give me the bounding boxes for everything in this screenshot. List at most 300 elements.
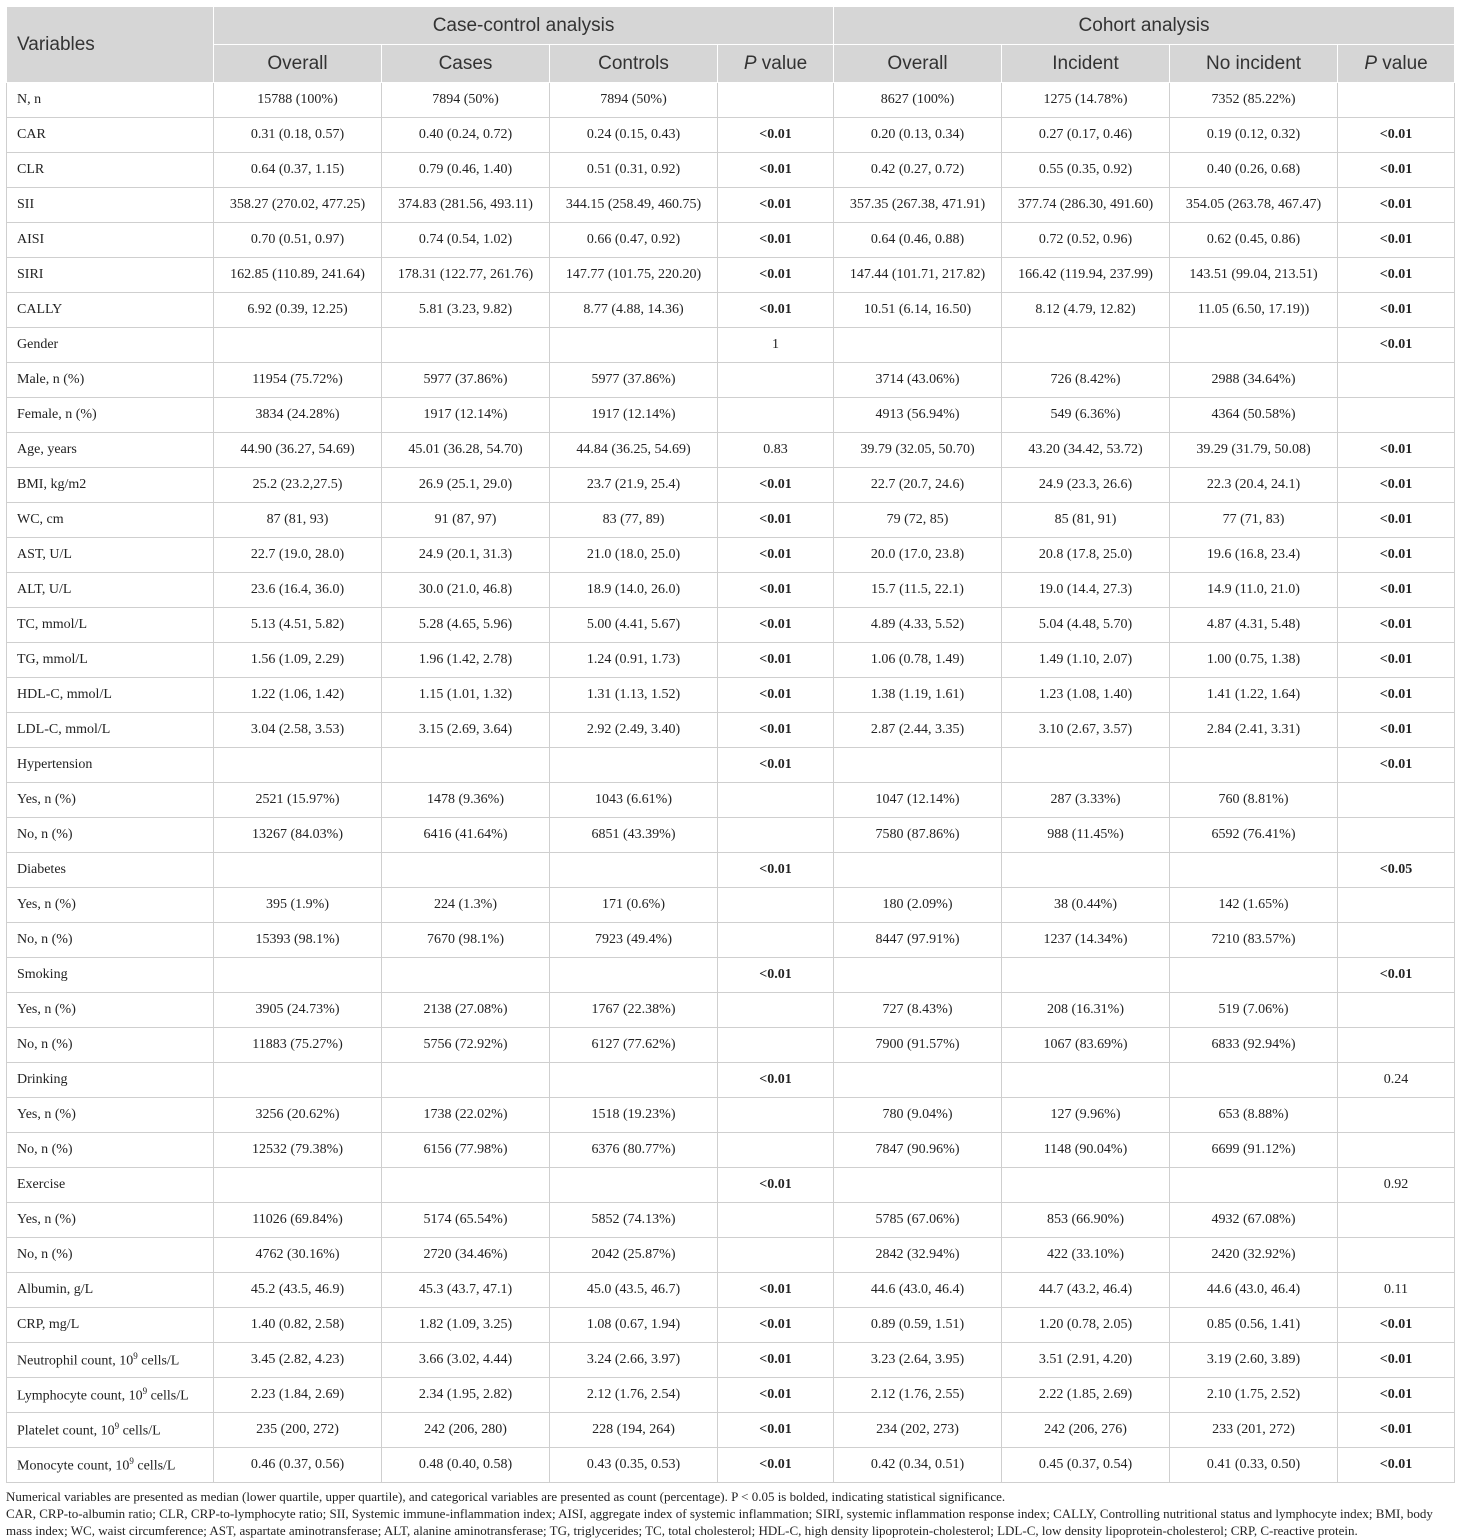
p-value-cell: <0.01 bbox=[718, 538, 834, 573]
table-cell: 2042 (25.87%) bbox=[550, 1238, 718, 1273]
table-cell: 7894 (50%) bbox=[550, 83, 718, 118]
table-cell bbox=[214, 748, 382, 783]
table-cell: 357.35 (267.38, 471.91) bbox=[834, 188, 1002, 223]
table-cell bbox=[834, 748, 1002, 783]
p-value-cell: <0.01 bbox=[1338, 1343, 1455, 1378]
table-cell: 1478 (9.36%) bbox=[382, 783, 550, 818]
table-cell: 7900 (91.57%) bbox=[834, 1028, 1002, 1063]
table-cell: 1.96 (1.42, 2.78) bbox=[382, 643, 550, 678]
table-cell: 22.3 (20.4, 24.1) bbox=[1170, 468, 1338, 503]
table-cell: 1.23 (1.08, 1.40) bbox=[1002, 678, 1170, 713]
table-cell: 422 (33.10%) bbox=[1002, 1238, 1170, 1273]
table-cell: 20.0 (17.0, 23.8) bbox=[834, 538, 1002, 573]
p-value-cell bbox=[1338, 1203, 1455, 1238]
row-label bbox=[7, 1448, 214, 1483]
p-value-cell: <0.01 bbox=[718, 1343, 834, 1378]
p-value-cell bbox=[1338, 783, 1455, 818]
table-cell: 988 (11.45%) bbox=[1002, 818, 1170, 853]
table-row bbox=[7, 818, 1455, 853]
table-cell: 2.87 (2.44, 3.35) bbox=[834, 713, 1002, 748]
table-cell: 8627 (100%) bbox=[834, 83, 1002, 118]
table-row bbox=[7, 1378, 1455, 1413]
table-cell: 5977 (37.86%) bbox=[550, 363, 718, 398]
table-cell: 19.0 (14.4, 27.3) bbox=[1002, 573, 1170, 608]
table-cell: 12532 (79.38%) bbox=[214, 1133, 382, 1168]
row-label bbox=[7, 1378, 214, 1413]
p-value-cell: <0.01 bbox=[718, 958, 834, 993]
table-cell: 44.7 (43.2, 46.4) bbox=[1002, 1273, 1170, 1308]
row-label: Male, n (%) bbox=[7, 363, 214, 398]
table-row bbox=[7, 188, 1455, 223]
row-label: Yes, n (%) bbox=[7, 1098, 214, 1133]
row-label: SII bbox=[7, 188, 214, 223]
table-cell: 91 (87, 97) bbox=[382, 503, 550, 538]
table-cell bbox=[834, 1063, 1002, 1098]
column-header: Overall bbox=[834, 45, 1002, 83]
column-header: Overall bbox=[214, 45, 382, 83]
p-value-cell: <0.01 bbox=[1338, 258, 1455, 293]
table-cell: 3.10 (2.67, 3.57) bbox=[1002, 713, 1170, 748]
table-cell: 4.87 (4.31, 5.48) bbox=[1170, 608, 1338, 643]
table-cell: 3.66 (3.02, 4.44) bbox=[382, 1343, 550, 1378]
table-row bbox=[7, 853, 1455, 888]
column-header: No incident bbox=[1170, 45, 1338, 83]
table-cell: 7847 (90.96%) bbox=[834, 1133, 1002, 1168]
table-cell bbox=[214, 853, 382, 888]
table-cell bbox=[382, 958, 550, 993]
table-cell: 44.6 (43.0, 46.4) bbox=[1170, 1273, 1338, 1308]
table-cell bbox=[1002, 1168, 1170, 1203]
table-row bbox=[7, 538, 1455, 573]
p-value-cell bbox=[718, 363, 834, 398]
table-cell: 21.0 (18.0, 25.0) bbox=[550, 538, 718, 573]
table-cell: 233 (201, 272) bbox=[1170, 1413, 1338, 1448]
table-cell: 7670 (98.1%) bbox=[382, 923, 550, 958]
table-cell: 3.51 (2.91, 4.20) bbox=[1002, 1343, 1170, 1378]
table-cell bbox=[214, 1168, 382, 1203]
table-cell: 4364 (50.58%) bbox=[1170, 398, 1338, 433]
p-value-cell: <0.01 bbox=[1338, 1448, 1455, 1483]
table-row bbox=[7, 958, 1455, 993]
table-cell bbox=[834, 958, 1002, 993]
table-row bbox=[7, 1238, 1455, 1273]
table-cell bbox=[1002, 853, 1170, 888]
table-row bbox=[7, 468, 1455, 503]
table-cell bbox=[1170, 958, 1338, 993]
p-value-cell: 0.24 bbox=[1338, 1063, 1455, 1098]
table-cell: 0.51 (0.31, 0.92) bbox=[550, 153, 718, 188]
table-row bbox=[7, 888, 1455, 923]
table-cell: 0.46 (0.37, 0.56) bbox=[214, 1448, 382, 1483]
p-value-cell: <0.01 bbox=[718, 258, 834, 293]
p-value-cell: <0.01 bbox=[1338, 573, 1455, 608]
table-row bbox=[7, 153, 1455, 188]
table-cell: 2.12 (1.76, 2.55) bbox=[834, 1378, 1002, 1413]
table-row bbox=[7, 258, 1455, 293]
table-cell: 0.42 (0.27, 0.72) bbox=[834, 153, 1002, 188]
p-value-cell: <0.01 bbox=[718, 573, 834, 608]
table-cell: 1.38 (1.19, 1.61) bbox=[834, 678, 1002, 713]
table-cell: 13267 (84.03%) bbox=[214, 818, 382, 853]
table-cell: 79 (72, 85) bbox=[834, 503, 1002, 538]
table-cell: 2.23 (1.84, 2.69) bbox=[214, 1378, 382, 1413]
table-header bbox=[7, 7, 1455, 83]
table-cell: 1.15 (1.01, 1.32) bbox=[382, 678, 550, 713]
table-cell: 2.22 (1.85, 2.69) bbox=[1002, 1378, 1170, 1413]
table-cell: 1.08 (0.67, 1.94) bbox=[550, 1308, 718, 1343]
table-cell: 44.90 (36.27, 54.69) bbox=[214, 433, 382, 468]
table-cell: 147.44 (101.71, 217.82) bbox=[834, 258, 1002, 293]
table-cell: 6376 (80.77%) bbox=[550, 1133, 718, 1168]
table-cell: 0.72 (0.52, 0.96) bbox=[1002, 223, 1170, 258]
p-value-column-header: P value bbox=[1338, 45, 1455, 83]
p-value-cell: <0.01 bbox=[718, 1273, 834, 1308]
table-cell: 1.41 (1.22, 1.64) bbox=[1170, 678, 1338, 713]
p-value-cell: 0.11 bbox=[1338, 1273, 1455, 1308]
table-row bbox=[7, 1413, 1455, 1448]
p-value-cell: <0.01 bbox=[1338, 468, 1455, 503]
table-cell: 26.9 (25.1, 29.0) bbox=[382, 468, 550, 503]
table-cell: 77 (71, 83) bbox=[1170, 503, 1338, 538]
p-value-cell: <0.01 bbox=[718, 293, 834, 328]
table-cell: 38 (0.44%) bbox=[1002, 888, 1170, 923]
table-cell: 242 (206, 280) bbox=[382, 1413, 550, 1448]
table-cell: 4762 (30.16%) bbox=[214, 1238, 382, 1273]
table-cell: 39.29 (31.79, 50.08) bbox=[1170, 433, 1338, 468]
table-cell: 11026 (69.84%) bbox=[214, 1203, 382, 1238]
p-value-cell bbox=[718, 993, 834, 1028]
p-value-cell: <0.01 bbox=[718, 1413, 834, 1448]
table-row bbox=[7, 1308, 1455, 1343]
table-cell: 5.81 (3.23, 9.82) bbox=[382, 293, 550, 328]
p-value-cell bbox=[718, 1028, 834, 1063]
table-row bbox=[7, 643, 1455, 678]
p-value-cell: <0.01 bbox=[718, 188, 834, 223]
table-cell: 4.89 (4.33, 5.52) bbox=[834, 608, 1002, 643]
table-cell: 0.40 (0.24, 0.72) bbox=[382, 118, 550, 153]
table-cell: 7923 (49.4%) bbox=[550, 923, 718, 958]
table-cell: 3.19 (2.60, 3.89) bbox=[1170, 1343, 1338, 1378]
p-value-cell bbox=[1338, 363, 1455, 398]
table-cell: 1067 (83.69%) bbox=[1002, 1028, 1170, 1063]
table-cell: 0.64 (0.46, 0.88) bbox=[834, 223, 1002, 258]
table-cell: 3256 (20.62%) bbox=[214, 1098, 382, 1133]
p-value-cell: <0.01 bbox=[718, 468, 834, 503]
table-row bbox=[7, 328, 1455, 363]
table-cell: 22.7 (20.7, 24.6) bbox=[834, 468, 1002, 503]
table-cell: 18.9 (14.0, 26.0) bbox=[550, 573, 718, 608]
table-row bbox=[7, 608, 1455, 643]
table-cell: 374.83 (281.56, 493.11) bbox=[382, 188, 550, 223]
row-label: No, n (%) bbox=[7, 1238, 214, 1273]
table-cell bbox=[550, 1063, 718, 1098]
table-cell: 44.84 (36.25, 54.69) bbox=[550, 433, 718, 468]
p-value-cell: <0.01 bbox=[718, 643, 834, 678]
table-cell: 25.2 (23.2,27.5) bbox=[214, 468, 382, 503]
table-cell bbox=[550, 748, 718, 783]
table-cell: 5785 (67.06%) bbox=[834, 1203, 1002, 1238]
table-cell: 1767 (22.38%) bbox=[550, 993, 718, 1028]
table-row bbox=[7, 713, 1455, 748]
table-cell: 0.66 (0.47, 0.92) bbox=[550, 223, 718, 258]
table-row bbox=[7, 993, 1455, 1028]
row-label-unit: cells/L bbox=[119, 1423, 161, 1439]
table-cell bbox=[550, 328, 718, 363]
p-value-cell: <0.01 bbox=[718, 608, 834, 643]
table-cell: 2.92 (2.49, 3.40) bbox=[550, 713, 718, 748]
row-label: ALT, U/L bbox=[7, 573, 214, 608]
table-cell: 1.00 (0.75, 1.38) bbox=[1170, 643, 1338, 678]
table-cell: 3.45 (2.82, 4.23) bbox=[214, 1343, 382, 1378]
p-value-cell bbox=[718, 783, 834, 818]
table-cell bbox=[1002, 328, 1170, 363]
row-label: Smoking bbox=[7, 958, 214, 993]
table-cell: 5977 (37.86%) bbox=[382, 363, 550, 398]
p-value-cell bbox=[718, 1238, 834, 1273]
table-cell: 162.85 (110.89, 241.64) bbox=[214, 258, 382, 293]
table-cell bbox=[382, 1063, 550, 1098]
table-cell: 1.31 (1.13, 1.52) bbox=[550, 678, 718, 713]
table-cell: 3905 (24.73%) bbox=[214, 993, 382, 1028]
table-cell: 354.05 (263.78, 467.47) bbox=[1170, 188, 1338, 223]
table-row bbox=[7, 923, 1455, 958]
p-value-cell: <0.01 bbox=[1338, 1308, 1455, 1343]
table-row bbox=[7, 363, 1455, 398]
p-value-cell bbox=[1338, 888, 1455, 923]
table-cell: 6592 (76.41%) bbox=[1170, 818, 1338, 853]
table-cell: 7210 (83.57%) bbox=[1170, 923, 1338, 958]
table-cell: 1518 (19.23%) bbox=[550, 1098, 718, 1133]
row-label: Albumin, g/L bbox=[7, 1273, 214, 1308]
p-value-cell: <0.01 bbox=[1338, 538, 1455, 573]
row-label: No, n (%) bbox=[7, 818, 214, 853]
table-cell: 549 (6.36%) bbox=[1002, 398, 1170, 433]
table-cell: 1.40 (0.82, 2.58) bbox=[214, 1308, 382, 1343]
table-cell: 127 (9.96%) bbox=[1002, 1098, 1170, 1133]
table-cell: 0.85 (0.56, 1.41) bbox=[1170, 1308, 1338, 1343]
p-value-cell: <0.01 bbox=[1338, 433, 1455, 468]
table-cell: 3.24 (2.66, 3.97) bbox=[550, 1343, 718, 1378]
p-value-cell: <0.01 bbox=[1338, 748, 1455, 783]
table-cell: 11954 (75.72%) bbox=[214, 363, 382, 398]
table-cell: 8.77 (4.88, 14.36) bbox=[550, 293, 718, 328]
table-cell: 358.27 (270.02, 477.25) bbox=[214, 188, 382, 223]
table-cell: 0.79 (0.46, 1.40) bbox=[382, 153, 550, 188]
row-label: TC, mmol/L bbox=[7, 608, 214, 643]
p-value-cell bbox=[718, 888, 834, 923]
table-cell: 11883 (75.27%) bbox=[214, 1028, 382, 1063]
p-value-cell bbox=[1338, 993, 1455, 1028]
table-cell: 0.70 (0.51, 0.97) bbox=[214, 223, 382, 258]
table-row bbox=[7, 1168, 1455, 1203]
table-cell: 726 (8.42%) bbox=[1002, 363, 1170, 398]
p-value-cell bbox=[1338, 1238, 1455, 1273]
table-cell: 15788 (100%) bbox=[214, 83, 382, 118]
table-footnote bbox=[6, 1488, 1454, 1539]
case-control-group-header: Case-control analysis bbox=[214, 7, 834, 45]
table-row bbox=[7, 1343, 1455, 1378]
table-cell: 0.89 (0.59, 1.51) bbox=[834, 1308, 1002, 1343]
table-row bbox=[7, 1028, 1455, 1063]
table-cell: 727 (8.43%) bbox=[834, 993, 1002, 1028]
table-cell: 3714 (43.06%) bbox=[834, 363, 1002, 398]
table-cell: 0.74 (0.54, 1.02) bbox=[382, 223, 550, 258]
p-value-cell: <0.01 bbox=[1338, 1413, 1455, 1448]
p-value-cell bbox=[718, 83, 834, 118]
table-cell: 234 (202, 273) bbox=[834, 1413, 1002, 1448]
p-value-cell: <0.01 bbox=[1338, 153, 1455, 188]
row-label-exponent: 9 bbox=[114, 1420, 120, 1431]
cohort-group-header: Cohort analysis bbox=[834, 7, 1455, 45]
table-cell: 45.3 (43.7, 47.1) bbox=[382, 1273, 550, 1308]
table-cell: 1237 (14.34%) bbox=[1002, 923, 1170, 958]
table-cell: 5174 (65.54%) bbox=[382, 1203, 550, 1238]
table-cell: 166.42 (119.94, 237.99) bbox=[1002, 258, 1170, 293]
table-cell: 0.43 (0.35, 0.53) bbox=[550, 1448, 718, 1483]
table-cell: 3.23 (2.64, 3.95) bbox=[834, 1343, 1002, 1378]
table-cell: 0.62 (0.45, 0.86) bbox=[1170, 223, 1338, 258]
table-cell: 2720 (34.46%) bbox=[382, 1238, 550, 1273]
row-label-text: Neutrophil count, 10 bbox=[17, 1353, 134, 1369]
table-cell: 6416 (41.64%) bbox=[382, 818, 550, 853]
table-row bbox=[7, 1203, 1455, 1238]
table-cell: 1917 (12.14%) bbox=[382, 398, 550, 433]
row-label bbox=[7, 1343, 214, 1378]
table-cell: 0.55 (0.35, 0.92) bbox=[1002, 153, 1170, 188]
row-label: No, n (%) bbox=[7, 1028, 214, 1063]
footnote-abbreviations: CAR, CRP-to-albumin ratio; CLR, CRP-to-lymphocyte ratio; SII, Systemic immune-inflammation index; AISI, aggregate index of systemic inflammation; SIRI, systemic inflammation response index; CALLY, Controlling nutritional status and lymphocyte index; BMI, body mass index; WC, waist circumference; AST, aspartate aminotransferase; ALT, alanine aminotransferase; TG, triglycerides; TC, total cholesterol; HDL-C, high density lipoprotein-cholesterol; LDL-C, low density lipoprotein-cholesterol; CRP, C-reactive protein. bbox=[6, 1506, 1433, 1538]
table-cell: 4932 (67.08%) bbox=[1170, 1203, 1338, 1238]
table-cell: 242 (206, 276) bbox=[1002, 1413, 1170, 1448]
p-value-cell: <0.01 bbox=[718, 853, 834, 888]
table-cell: 780 (9.04%) bbox=[834, 1098, 1002, 1133]
table-cell: 6.92 (0.39, 12.25) bbox=[214, 293, 382, 328]
row-label-unit: cells/L bbox=[147, 1388, 189, 1404]
p-value-cell bbox=[718, 1098, 834, 1133]
table-cell: 1.22 (1.06, 1.42) bbox=[214, 678, 382, 713]
table-cell: 1917 (12.14%) bbox=[550, 398, 718, 433]
p-value-cell: <0.01 bbox=[718, 713, 834, 748]
table-cell bbox=[214, 1063, 382, 1098]
table-cell bbox=[382, 1168, 550, 1203]
p-value-cell: <0.01 bbox=[1338, 293, 1455, 328]
table-row bbox=[7, 223, 1455, 258]
p-value-cell: <0.01 bbox=[1338, 678, 1455, 713]
table-cell: 208 (16.31%) bbox=[1002, 993, 1170, 1028]
p-value-column-header: P value bbox=[718, 45, 834, 83]
column-header: Incident bbox=[1002, 45, 1170, 83]
row-label: Gender bbox=[7, 328, 214, 363]
table-cell: 0.24 (0.15, 0.43) bbox=[550, 118, 718, 153]
table-cell: 3.04 (2.58, 3.53) bbox=[214, 713, 382, 748]
row-label: Yes, n (%) bbox=[7, 888, 214, 923]
baseline-characteristics-table bbox=[6, 6, 1455, 1483]
table-cell: 853 (66.90%) bbox=[1002, 1203, 1170, 1238]
table-cell bbox=[214, 958, 382, 993]
table-cell: 2.34 (1.95, 2.82) bbox=[382, 1378, 550, 1413]
table-cell: 2138 (27.08%) bbox=[382, 993, 550, 1028]
table-row bbox=[7, 398, 1455, 433]
table-cell: 24.9 (20.1, 31.3) bbox=[382, 538, 550, 573]
p-value-cell: 0.92 bbox=[1338, 1168, 1455, 1203]
table-row bbox=[7, 503, 1455, 538]
table-cell: 2.12 (1.76, 2.54) bbox=[550, 1378, 718, 1413]
table-cell bbox=[1002, 748, 1170, 783]
table-cell bbox=[382, 328, 550, 363]
table-cell: 23.7 (21.9, 25.4) bbox=[550, 468, 718, 503]
row-label: Yes, n (%) bbox=[7, 993, 214, 1028]
table-cell: 0.48 (0.40, 0.58) bbox=[382, 1448, 550, 1483]
p-value-cell bbox=[1338, 83, 1455, 118]
table-cell: 44.6 (43.0, 46.4) bbox=[834, 1273, 1002, 1308]
p-value-cell: <0.01 bbox=[718, 1378, 834, 1413]
table-cell: 39.79 (32.05, 50.70) bbox=[834, 433, 1002, 468]
p-value-cell bbox=[1338, 818, 1455, 853]
table-cell bbox=[1170, 1063, 1338, 1098]
table-cell: 8.12 (4.79, 12.82) bbox=[1002, 293, 1170, 328]
p-value-cell: <0.01 bbox=[718, 1448, 834, 1483]
row-label: Drinking bbox=[7, 1063, 214, 1098]
table-cell: 2420 (32.92%) bbox=[1170, 1238, 1338, 1273]
table-cell bbox=[1170, 748, 1338, 783]
row-label: Exercise bbox=[7, 1168, 214, 1203]
table-cell bbox=[382, 853, 550, 888]
table-cell: 519 (7.06%) bbox=[1170, 993, 1338, 1028]
table-cell: 0.41 (0.33, 0.50) bbox=[1170, 1448, 1338, 1483]
table-row bbox=[7, 573, 1455, 608]
table-cell: 147.77 (101.75, 220.20) bbox=[550, 258, 718, 293]
row-label-text: Monocyte count, 10 bbox=[17, 1458, 130, 1474]
table-cell: 10.51 (6.14, 16.50) bbox=[834, 293, 1002, 328]
table-cell: 0.42 (0.34, 0.51) bbox=[834, 1448, 1002, 1483]
p-value-cell: <0.01 bbox=[718, 503, 834, 538]
table-row bbox=[7, 1098, 1455, 1133]
p-value-cell: <0.01 bbox=[1338, 643, 1455, 678]
p-value-cell: <0.01 bbox=[1338, 188, 1455, 223]
table-cell: 5.28 (4.65, 5.96) bbox=[382, 608, 550, 643]
row-label: Age, years bbox=[7, 433, 214, 468]
row-label: AISI bbox=[7, 223, 214, 258]
table-cell: 2.84 (2.41, 3.31) bbox=[1170, 713, 1338, 748]
p-value-cell: <0.01 bbox=[1338, 118, 1455, 153]
table-cell: 180 (2.09%) bbox=[834, 888, 1002, 923]
row-label-exponent: 9 bbox=[133, 1350, 138, 1361]
table-cell: 0.40 (0.26, 0.68) bbox=[1170, 153, 1338, 188]
table-cell: 6851 (43.39%) bbox=[550, 818, 718, 853]
table-cell bbox=[1170, 1168, 1338, 1203]
table-cell: 0.19 (0.12, 0.32) bbox=[1170, 118, 1338, 153]
table-cell: 15393 (98.1%) bbox=[214, 923, 382, 958]
p-value-cell: <0.01 bbox=[718, 678, 834, 713]
table-cell: 1148 (90.04%) bbox=[1002, 1133, 1170, 1168]
table-cell: 5.00 (4.41, 5.67) bbox=[550, 608, 718, 643]
p-value-cell: <0.01 bbox=[718, 748, 834, 783]
row-label: N, n bbox=[7, 83, 214, 118]
table-cell bbox=[1002, 1063, 1170, 1098]
table-row bbox=[7, 783, 1455, 818]
table-cell: 6699 (91.12%) bbox=[1170, 1133, 1338, 1168]
table-cell bbox=[1170, 328, 1338, 363]
row-label: No, n (%) bbox=[7, 923, 214, 958]
table-cell bbox=[1170, 853, 1338, 888]
row-label: LDL-C, mmol/L bbox=[7, 713, 214, 748]
p-value-cell: 1 bbox=[718, 328, 834, 363]
table-cell: 6156 (77.98%) bbox=[382, 1133, 550, 1168]
table-cell: 3834 (24.28%) bbox=[214, 398, 382, 433]
table-cell: 377.74 (286.30, 491.60) bbox=[1002, 188, 1170, 223]
table-cell bbox=[550, 1168, 718, 1203]
table-cell: 395 (1.9%) bbox=[214, 888, 382, 923]
